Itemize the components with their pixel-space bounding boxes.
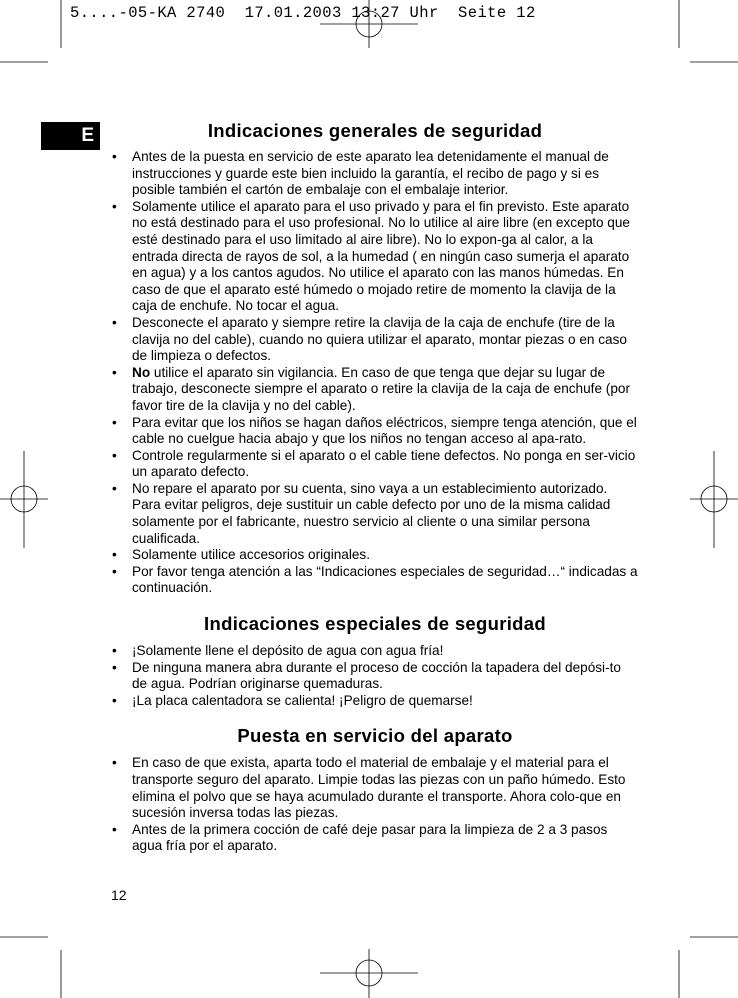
- section-heading: Puesta en servicio del aparato: [237, 725, 513, 747]
- section-special-safety: [112, 613, 638, 709]
- list-item: • ¡Solamente llene el depósito de agua con agua fría!: [112, 643, 638, 660]
- page-content: [112, 120, 638, 855]
- section-heading: Indicaciones especiales de seguridad: [204, 613, 546, 635]
- print-header: 5....-05-KA 2740 17.01.2003 13:27 Uhr Seite 12: [70, 4, 536, 22]
- list-item: • Desconecte el aparato y siempre retire la clavija de la caja de enchufe (tire de la clavija no del cable), cuando no quiera utilizar el aparato, montar piezas o en caso de limpieza o defectos.: [112, 315, 638, 365]
- bullet-list: [112, 755, 638, 855]
- registration-mark-right: [690, 451, 738, 548]
- list-item: • Por favor tenga atención a las “Indicaciones especiales de seguridad…“ indicadas a continuación.: [112, 564, 638, 597]
- language-tab: E: [41, 122, 100, 150]
- list-item: • Controle regularmente si el aparato o el cable tiene defectos. No ponga en ser-vicio un aparato defecto.: [112, 448, 638, 481]
- list-item: • Antes de la puesta en servicio de este aparato lea detenidamente el manual de instrucciones y guarde este bien incluido la garantía, el recibo de pago y si es posible también el cartón de embalaje con el embalaje interior.: [112, 149, 638, 199]
- page-number: 12: [111, 887, 127, 903]
- list-item: • Para evitar que los niños se hagan daños eléctricos, siempre tenga atención, que el cable no cuelgue hacia abajo y que los niños no tengan acceso al apa-rato.: [112, 415, 638, 448]
- bullet-list: [112, 149, 638, 597]
- list-item: • Solamente utilice accesorios originales.: [112, 547, 638, 564]
- list-item: • En caso de que exista, aparta todo el material de embalaje y el material para el transporte seguro del aparato. Limpie todas las piezas con un paño húmedo. Esto elimina el polvo que se haya acumulado durante el transporte. Ahora colo-que en sucesión inversa todas las piezas.: [112, 755, 638, 821]
- bold-word: No: [132, 364, 151, 380]
- bullet-list: [112, 643, 638, 709]
- list-item: • ¡La placa calentadora se calienta! ¡Peligro de quemarse!: [112, 693, 638, 710]
- list-item: • De ninguna manera abra durante el proceso de cocción la tapadera del depósi-to de agua. Podrían originarse quemaduras.: [112, 660, 638, 693]
- section-general-safety: [112, 120, 638, 597]
- registration-mark-bottom: [320, 949, 418, 998]
- list-item: • Antes de la primera cocción de café deje pasar para la limpieza de 2 a 3 pasos agua fría por el aparato.: [112, 822, 638, 855]
- list-item: • Solamente utilice el aparato para el uso privado y para el fin previsto. Este aparato no está destinado para el uso profesional. No lo utilice al aire libre (en excepto que esté destinado para el uso limitado al aire libre). No lo expon-ga al calor, a la entrada directa de rayos de sol, a la humedad ( en ningún caso sumerja el aparato en agua) y a los cantos agudos. No utilice el aparato con las manos húmedas. En caso de que el aparato esté húmedo o mojado retire de momento la clavija de la caja de enchufe. No tocar el agua.: [112, 199, 638, 315]
- list-item: • No repare el aparato por su cuenta, sino vaya a un establecimiento autorizado. Para evitar peligros, deje sustituir un cable defecto por uno de la misma calidad solamente por el fabricante, nuestro servicio al cliente o una similar persona cualificada.: [112, 481, 638, 547]
- registration-mark-left: [0, 451, 48, 548]
- list-item: [112, 365, 638, 415]
- list-item-text: utilice el aparato sin vigilancia. En caso de que tenga que dejar su lugar de trabajo, desconecte siempre el aparato o retire la clavija de la caja de enchufe (por favor tire de la clavija y no del cable).: [132, 364, 630, 413]
- section-heading: Indicaciones generales de seguridad: [207, 120, 543, 141]
- section-startup: [112, 725, 638, 855]
